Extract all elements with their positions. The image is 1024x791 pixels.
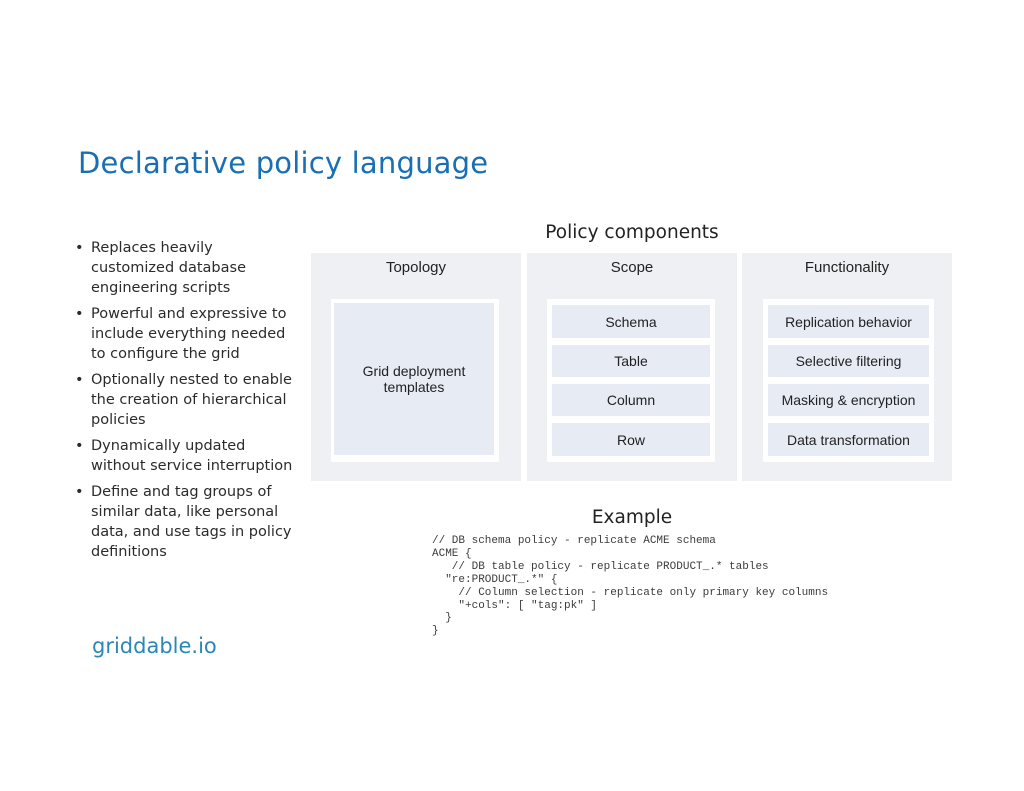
slide-title: Declarative policy language: [78, 146, 489, 180]
topology-panel: [311, 253, 521, 481]
grid-deployment-templates-item: Grid deployment templates: [334, 303, 494, 455]
policy-components-heading: Policy components: [545, 222, 719, 243]
bullet-item: [74, 436, 294, 476]
policy-code-example: // DB schema policy - replicate ACME schema ACME { // DB table policy - replicate PRODUCT_.* tables "re:PRODUCT_.*" { // Column selection - replicate only primary key columns "+cols": [ "tag:pk" ] } }: [432, 535, 829, 638]
bullet-text: Optionally nested to enable the creation of hierarchical policies: [91, 372, 292, 428]
bullet-marker: •: [75, 240, 84, 256]
scope-item-column: Column: [552, 384, 710, 416]
functionality-item-replication: Replication behavior: [768, 305, 929, 338]
functionality-item-transformation: Data transformation: [768, 423, 929, 456]
scope-panel: [527, 253, 737, 481]
bullet-list: [74, 238, 294, 568]
bullet-item: [74, 238, 294, 298]
bullet-marker: •: [75, 306, 84, 322]
bullet-text: Dynamically updated without service interruption: [91, 438, 293, 474]
functionality-panel: [742, 253, 952, 481]
bullet-item: [74, 370, 294, 430]
scope-item-schema: Schema: [552, 305, 710, 338]
bullet-item: [74, 482, 294, 562]
bullet-text: Define and tag groups of similar data, like personal data, and use tags in policy definitions: [91, 484, 292, 560]
scope-header: Scope: [610, 259, 654, 276]
topology-header: Topology: [385, 259, 447, 276]
functionality-inner-box: [763, 299, 934, 462]
scope-item-table: Table: [552, 345, 710, 377]
bullet-marker: •: [75, 372, 84, 388]
bullet-marker: •: [75, 484, 84, 500]
bullet-marker: •: [75, 438, 84, 454]
bullet-text: Powerful and expressive to include everything needed to configure the grid: [91, 306, 287, 362]
functionality-header: Functionality: [804, 259, 890, 276]
scope-item-row: Row: [552, 423, 710, 456]
topology-inner-box: [331, 299, 499, 462]
example-heading: Example: [591, 507, 673, 528]
bullet-item: [74, 304, 294, 364]
functionality-item-filtering: Selective filtering: [768, 345, 929, 377]
functionality-item-masking: Masking & encryption: [768, 384, 929, 416]
website-link[interactable]: griddable.io: [92, 634, 217, 658]
scope-inner-box: [547, 299, 715, 462]
bullet-text: Replaces heavily customized database engineering scripts: [91, 240, 246, 296]
